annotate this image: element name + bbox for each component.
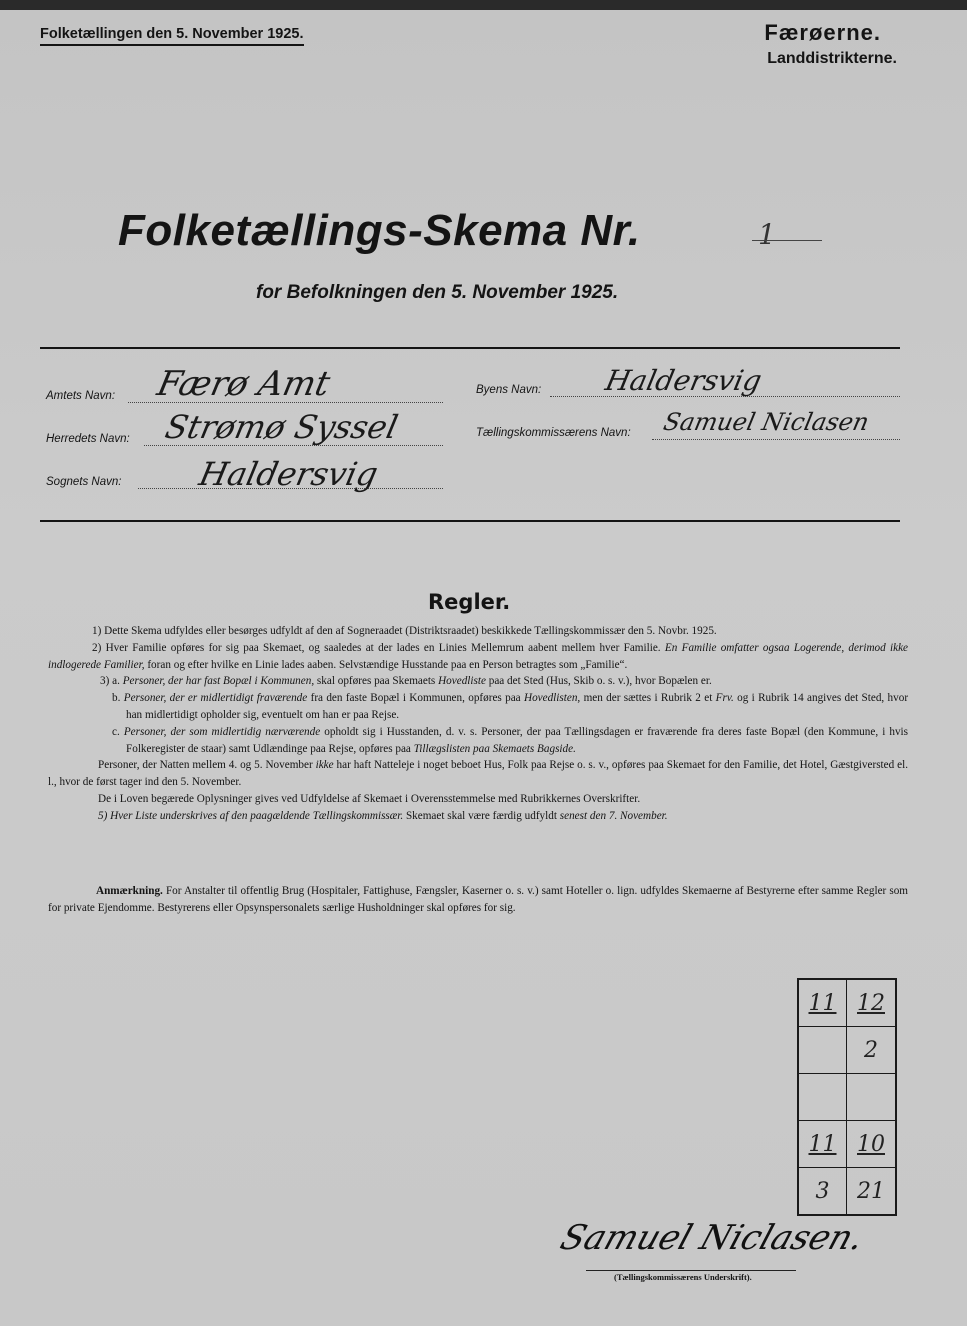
rule-1: 1) Dette Skema udfyldes eller besørges udfyldt af den af Sogneraadet (Distriktsraadet) beskikkede Tællingskommissær den 5. Novbr. 1925.: [92, 625, 717, 637]
sogn-label: Sognets Navn:: [46, 476, 122, 488]
tally-cell: 3: [799, 1168, 847, 1214]
kommissaer-value: Samuel Niclasen: [661, 408, 872, 436]
kommissaer-label: Tællingskommissærens Navn:: [476, 427, 631, 439]
census-date-header: Folketællingen den 5. November 1925.: [40, 26, 304, 46]
rule-4: Personer, der Natten mellem 4. og 5. November ikke har haft Natteleje i noget beboet Hus, Folk paa Rejse o. s. v., opføres paa Skemaet for den Familie, det Hotel, Gæstgiversted el. l., hvor de først tager ind den 5. November.: [48, 759, 908, 789]
tally-cell: 10: [847, 1121, 895, 1168]
herred-value: Strømø Syssel: [161, 408, 402, 446]
tally-cell: 12: [847, 980, 895, 1027]
remark-label: Anmærkning.: [96, 885, 163, 897]
tally-box: [797, 978, 897, 1216]
by-label: Byens Navn:: [476, 384, 542, 396]
form-title: Folketællings-Skema Nr.: [118, 206, 641, 255]
rule-3b: b. Personer, der er midlertidigt fraværende fra den faste Bopæl i Kommunen, opføres paa Hovedlisten, men der sættes i Rubrik 2 et Frv. og i Rubrik 14 angives det Sted, hvor han midlertidigt opholder sig, eventuelt om han er paa Rejse.: [112, 692, 909, 721]
tally-cell: 11: [799, 1121, 847, 1168]
sogn-value: Haldersvig: [195, 455, 382, 493]
by-value: Haldersvig: [602, 364, 765, 397]
kommissaer-dots: [652, 439, 900, 440]
tally-cell: 21: [857, 1178, 885, 1204]
form-number-line: [752, 240, 822, 241]
signature-caption: (Tællingskommissærens Underskrift).: [614, 1272, 752, 1282]
region-header: [764, 20, 897, 68]
form-subtitle: for Befolkningen den 5. November 1925.: [256, 282, 619, 303]
rule-2: 2) Hver Familie opføres for sig paa Skemaet, og saaledes at der lades en Linies Mellemrum aabent mellem hver Familie. En Familie omfatter ogsaa Logerende, derimod ikke indlogerede Familier, foran og efter hvilke en Linie lades aaben. Selvstændige Husstande paa en Person betragtes som „Familie“.: [48, 641, 909, 671]
amt-label: Amtets Navn:: [46, 390, 116, 402]
rule-5: 5) Hver Liste underskrives af den paagældende Tællingskommissær. Skemaet skal være færdig udfyldt senest den 7. November.: [98, 809, 668, 822]
tally-cell: 2: [847, 1027, 895, 1074]
tally-cell: [799, 1074, 847, 1121]
bottom-rule: [40, 520, 900, 522]
rules-heading: Regler.: [428, 590, 511, 614]
form-number: 1: [758, 218, 776, 251]
remark-text: [48, 883, 908, 917]
scan-top-edge: [0, 0, 967, 10]
signature-line: [586, 1270, 796, 1271]
rule-4c: De i Loven begærede Oplysninger gives ved Udfyldelse af Skemaet i Overensstemmelse med Rubrikkernes Overskrifter.: [98, 792, 641, 805]
top-rule: [40, 347, 900, 349]
rule-3c: c. Personer, der som midlertidig nærværende opholdt sig i Husstanden, d. v. s. Personer, der paa Tællingsdagen er fraværende fra deres faste Bopæl (den Kommune, i hvis Folkeregister de staar) samt Udlændinge paa Rejse, opføres paa Tillægslisten paa Skemaets Bagside.: [112, 725, 909, 755]
tally-cell: [847, 1074, 895, 1121]
remark-body: For Anstalter til offentlig Brug (Hospitaler, Fattighuse, Fængsler, Kaserner o. s. v.) samt Hoteller o. lign. udfyldes Skemaerne af Bestyrerne efter samme Regler som for private Ejendomme. Bestyrerens eller Opsynspersonalets særlige Husholdninger skal opføres for sig.: [48, 885, 909, 914]
rules-text: [48, 623, 908, 825]
country-name: Færøerne.: [764, 20, 881, 45]
commissioner-signature: Samuel Niclasen.: [555, 1218, 870, 1258]
amt-value: Færø Amt: [153, 364, 334, 404]
herred-label: Herredets Navn:: [46, 433, 130, 445]
rule-3a: 3) a. Personer, der har fast Bopæl i Kommunen, skal opføres paa Skemaets Hovedliste paa det Sted (Hus, Skib o. s. v.), hvor Bopælen er.: [100, 675, 712, 688]
tally-cell: 11: [799, 980, 847, 1027]
tally-cell: [799, 1027, 847, 1074]
district-name: Landdistrikterne.: [767, 50, 897, 67]
